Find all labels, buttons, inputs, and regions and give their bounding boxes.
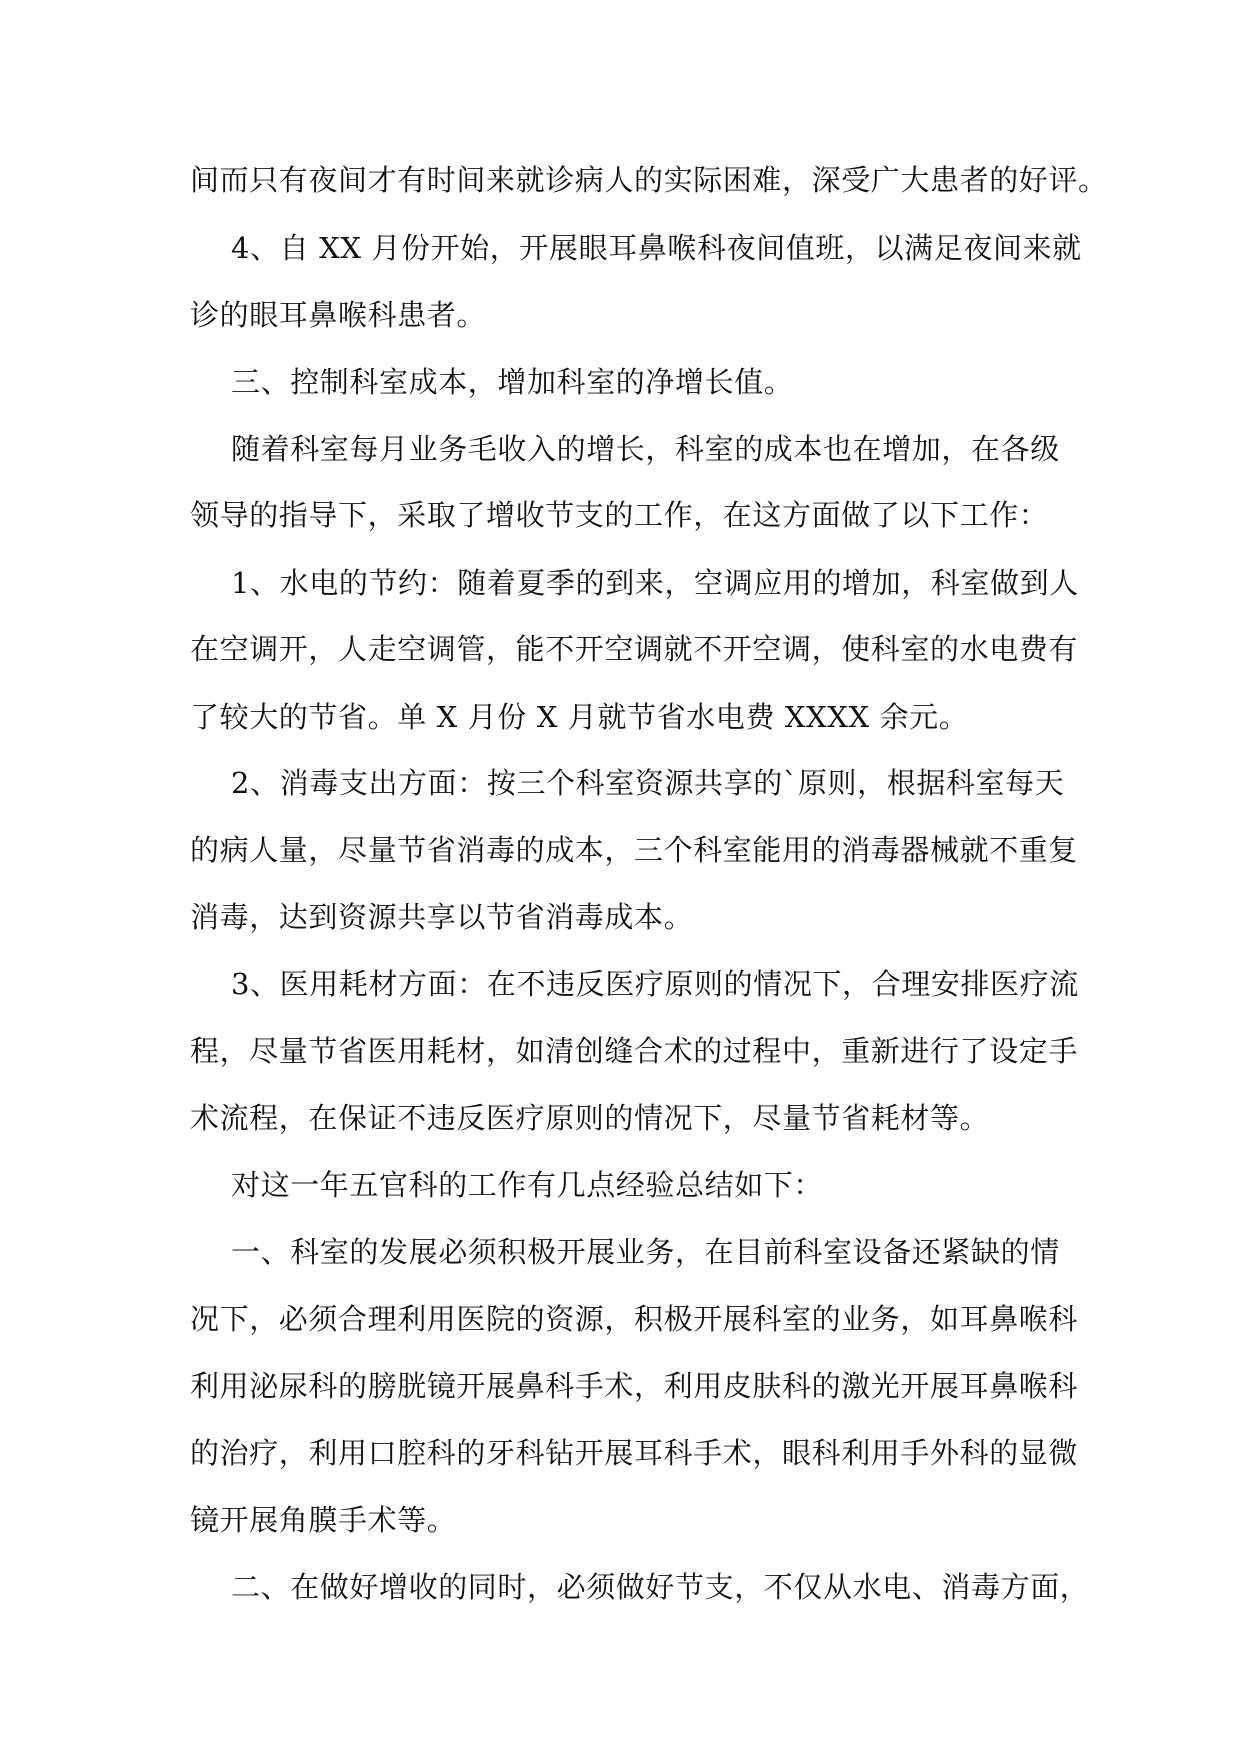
text-line: 1、水电的节约：随着夏季的到来，空调应用的增加，科室做到人 — [231, 566, 1079, 600]
text-line: 利用泌尿科的膀胱镜开展鼻科手术，利用皮肤科的激光开展耳鼻喉科 — [190, 1369, 1079, 1403]
text-line: 随着科室每月业务毛收入的增长，科室的成本也在增加，在各级 — [231, 432, 1060, 466]
text-line: 诊的眼耳鼻喉科患者。 — [190, 298, 487, 332]
text-line: 镜开展角膜手术等。 — [190, 1503, 457, 1537]
section-heading: 一、科室的发展必须积极开展业务，在目前科室设备还紧缺的情 — [231, 1235, 1060, 1269]
text-line: 间而只有夜间才有时间来就诊病人的实际困难，深受广大患者的好评。 — [190, 163, 1108, 197]
text-line: 的病人量，尽量节省消毒的成本，三个科室能用的消毒器械就不重复 — [190, 833, 1079, 867]
text-line: 领导的指导下，采取了增收节支的工作，在这方面做了以下工作： — [190, 498, 1049, 532]
text-line: 对这一年五官科的工作有几点经验总结如下： — [231, 1168, 824, 1202]
text-line: 了较大的节省。单 X 月份 X 月就节省水电费 XXXX 余元。 — [190, 700, 969, 734]
section-heading: 二、在做好增收的同时，必须做好节支，不仅从水电、消毒方面， — [231, 1570, 1090, 1604]
text-line: 的治疗，利用口腔科的牙科钻开展耳科手术，眼科利用手外科的显微 — [190, 1436, 1079, 1470]
text-line: 4、自 XX 月份开始，开展眼耳鼻喉科夜间值班，以满足夜间来就 — [231, 231, 1082, 265]
text-line: 3、医用耗材方面：在不违反医疗原则的情况下，合理安排医疗流 — [231, 967, 1079, 1001]
section-heading: 三、控制科室成本，增加科室的净增长值。 — [231, 365, 794, 399]
text-line: 2、消毒支出方面：按三个科室资源共享的`原则，根据科室每天 — [231, 766, 1065, 800]
text-line: 程，尽量节省医用耗材，如清创缝合术的过程中，重新进行了设定手 — [190, 1034, 1079, 1068]
text-line: 术流程，在保证不违反医疗原则的情况下，尽量节省耗材等。 — [190, 1101, 990, 1135]
text-line: 况下，必须合理利用医院的资源，积极开展科室的业务，如耳鼻喉科 — [190, 1302, 1079, 1336]
text-line: 消毒，达到资源共享以节省消毒成本。 — [190, 900, 694, 934]
text-line: 在空调开，人走空调管，能不开空调就不开空调，使科室的水电费有 — [190, 632, 1079, 666]
